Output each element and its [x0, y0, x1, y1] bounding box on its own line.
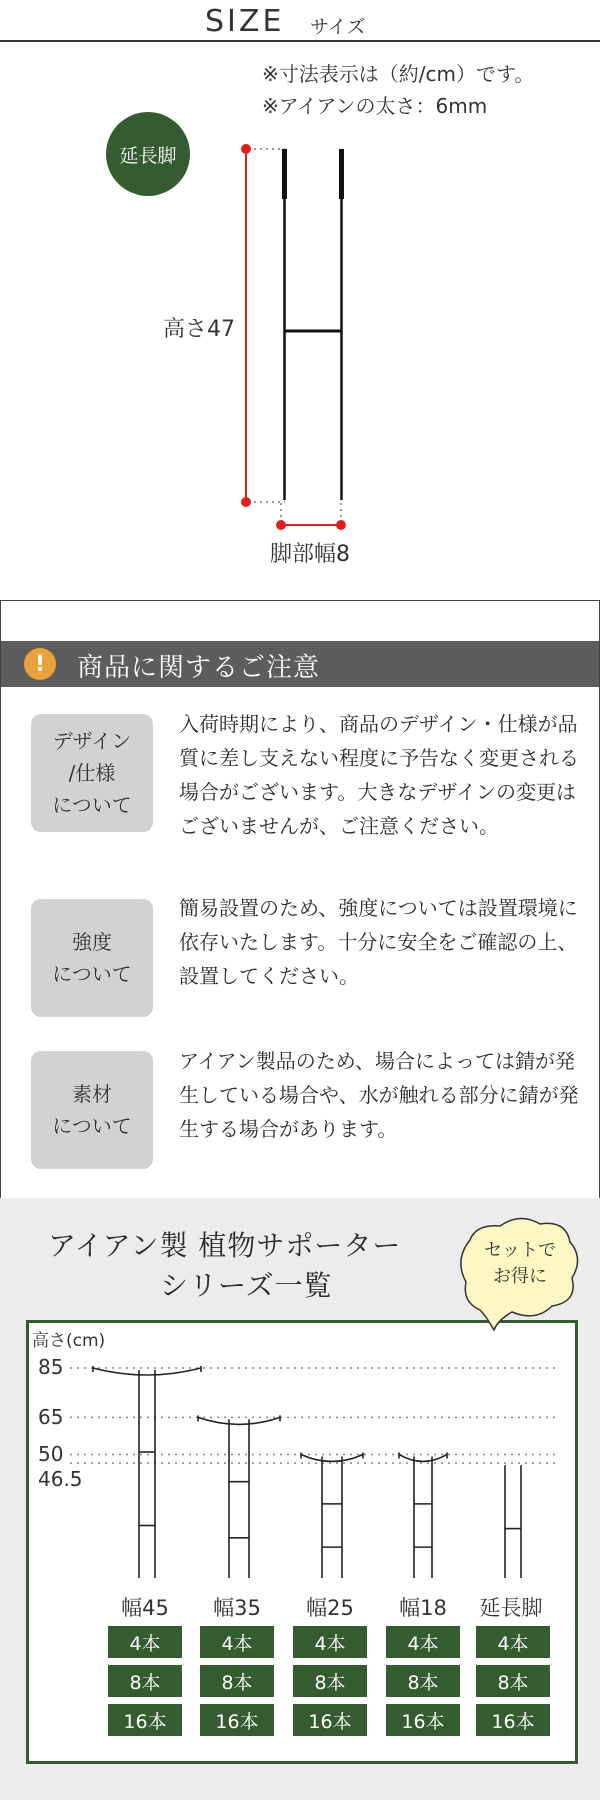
width-dimension-left-dot — [276, 520, 286, 530]
qty-badge: 16本 — [293, 1704, 367, 1736]
width-dimension-right-dot — [336, 520, 346, 530]
dimension-note: ※寸法表示は（約/cm）です。 — [262, 62, 535, 86]
material-label: 素材 について — [31, 1051, 153, 1169]
caution-header — [1, 641, 599, 687]
width-label: 脚部幅8 — [270, 542, 350, 567]
category-label-w45: 幅45 — [121, 1596, 169, 1620]
strength-text: 簡易設置のため、強度については設置環境に依存いたします。十分に安全をご確認の上、設置してください。 — [179, 896, 578, 988]
qty-badge: 4本 — [108, 1626, 182, 1658]
y-tick-50: 50 — [38, 1442, 64, 1466]
qty-badge: 16本 — [108, 1704, 182, 1736]
height-label: 高さ47 — [163, 317, 235, 342]
size-title: SIZE — [205, 4, 285, 39]
thickness-note: ※アイアンの太さ：6mm — [262, 94, 488, 118]
series-section — [0, 1198, 600, 1800]
extension-leg-badge: 延長脚 — [106, 112, 190, 196]
exclamation-icon: ! — [24, 648, 56, 680]
qty-badge: 8本 — [108, 1665, 182, 1697]
caution-section — [0, 600, 600, 1199]
qty-badge: 8本 — [293, 1665, 367, 1697]
y-tick-65: 65 — [38, 1405, 64, 1429]
strength-label: 強度 について — [31, 899, 153, 1017]
category-label-w25: 幅25 — [306, 1596, 354, 1620]
category-label-w35: 幅35 — [213, 1596, 261, 1620]
qty-badge: 8本 — [386, 1665, 460, 1697]
height-dimension-top-dot — [241, 144, 251, 154]
caution-title: 商品に関するご注意 — [77, 653, 321, 683]
qty-badge: 4本 — [386, 1626, 460, 1658]
design-spec-label: デザイン /仕様 について — [31, 714, 153, 832]
y-tick-85: 85 — [38, 1355, 64, 1379]
y-axis-title: 高さ(cm) — [32, 1331, 106, 1351]
size-subtitle: サイズ — [310, 16, 366, 38]
qty-badge: 16本 — [200, 1704, 274, 1736]
support-ring — [301, 1454, 363, 1461]
support-ring — [93, 1368, 201, 1375]
series-title: アイアン製 植物サポーター — [48, 1229, 402, 1262]
qty-badge: 16本 — [476, 1704, 550, 1736]
height-dimension-bottom-dot — [241, 497, 251, 507]
qty-badge: 4本 — [476, 1626, 550, 1658]
category-label-extension-leg: 延長脚 — [479, 1596, 543, 1620]
design-spec-text: 入荷時期により、商品のデザイン・仕様が品質に差し支えない程度に予告なく変更される場合がございます。大きなデザインの変更はございませんが、ご注意ください。 — [179, 712, 579, 838]
qty-badge: 8本 — [200, 1665, 274, 1697]
category-label-w18: 幅18 — [399, 1596, 447, 1620]
qty-badge: 8本 — [476, 1665, 550, 1697]
material-text: アイアン製品のため、場合によっては錆が発生している場合や、水が触れる部分に錆が発生する場合があります。 — [179, 1049, 579, 1141]
support-ring — [399, 1454, 447, 1461]
series-title-line2: シリーズ一覧 — [160, 1269, 333, 1302]
extension-leg-diagram — [0, 0, 600, 600]
qty-badge: 4本 — [200, 1626, 274, 1658]
qty-badge: 4本 — [293, 1626, 367, 1658]
qty-badge: 16本 — [386, 1704, 460, 1736]
y-tick-46-5: 46.5 — [38, 1467, 83, 1491]
support-ring — [198, 1417, 280, 1424]
bubble-text: セットで お得に — [484, 1240, 556, 1287]
size-section — [0, 0, 600, 600]
